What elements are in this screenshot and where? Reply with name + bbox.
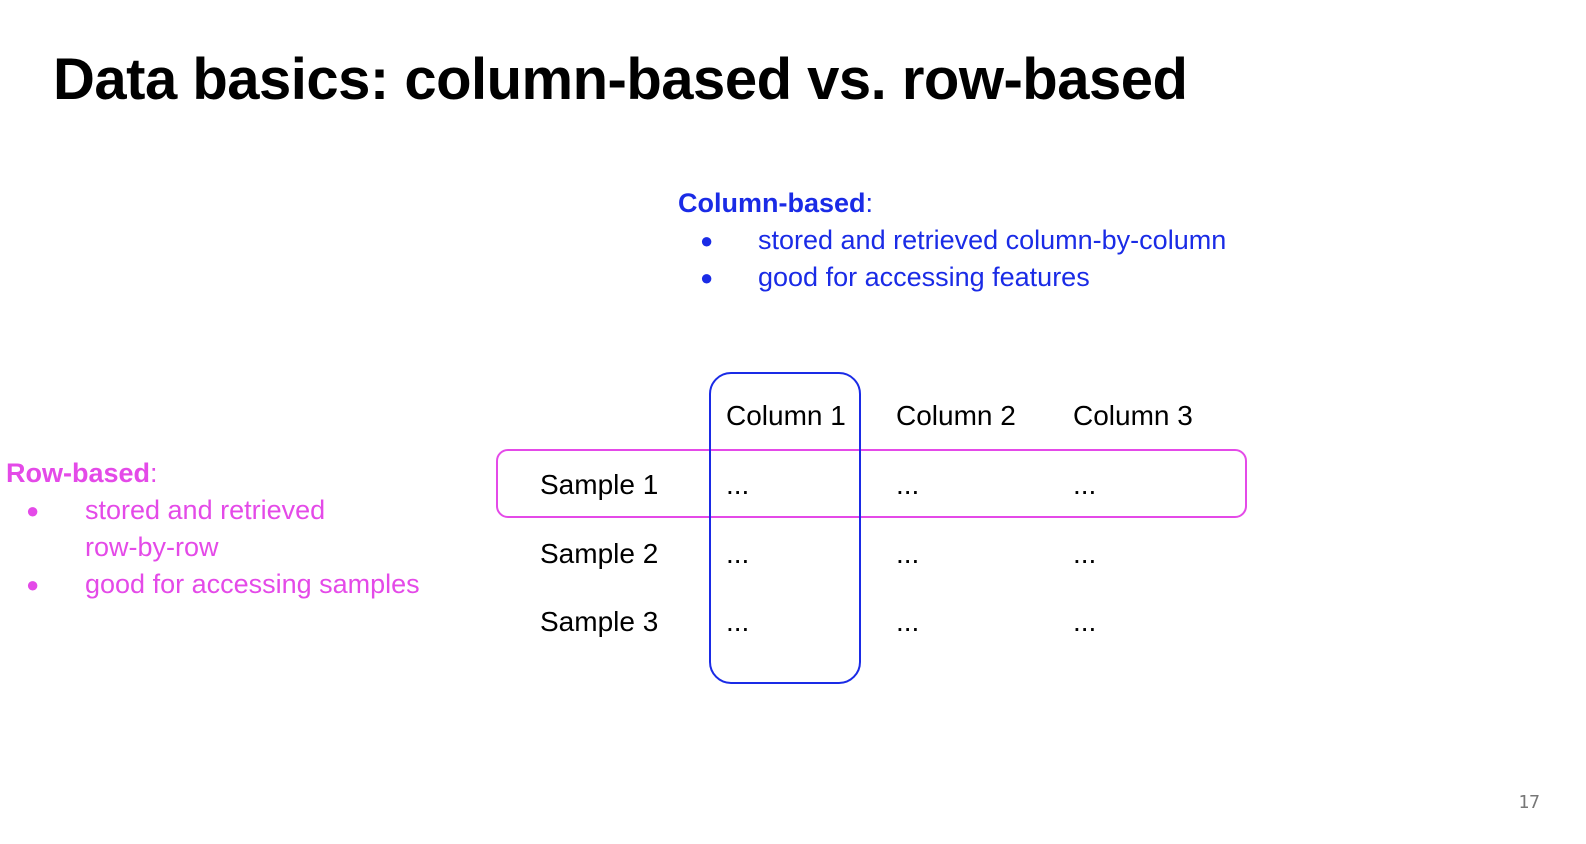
row-based-heading-colon: : (150, 458, 158, 488)
row-based-heading (6, 455, 420, 492)
table-cell: ... (726, 469, 750, 500)
page-number: 17 (1518, 792, 1540, 813)
slide-title: Data basics: column-based vs. row-based (53, 47, 1188, 112)
row-based-bullet-text-line-1: stored and retrieved (85, 495, 326, 525)
row-based-bullet-text-line-2: row-by-row (85, 532, 219, 562)
table-cell: ... (726, 538, 750, 569)
row-based-bullets (6, 492, 420, 603)
list-item (6, 492, 420, 566)
row-based-bullet-text: good for accessing samples (85, 569, 420, 599)
column-header-2: Column 2 (896, 400, 1016, 431)
table-cell: ... (896, 606, 920, 637)
table-cell: ... (896, 469, 920, 500)
column-based-bullet-text: stored and retrieved column-by-column (758, 225, 1227, 255)
row-based-heading-text: Row-based (6, 458, 151, 488)
row-label-2: Sample 2 (540, 538, 659, 569)
bullet-icon: ● (700, 228, 714, 253)
bullet-icon: ● (26, 498, 40, 523)
table-cell: ... (1073, 469, 1097, 500)
column-header-1: Column 1 (726, 400, 846, 431)
row-based-legend (6, 455, 420, 603)
list-item (678, 222, 1226, 259)
row-label-1: Sample 1 (540, 469, 659, 500)
column-based-legend (678, 185, 1226, 296)
column-header-3: Column 3 (1073, 400, 1193, 431)
column-based-bullet-text: good for accessing features (758, 262, 1090, 292)
table-cell: ... (1073, 606, 1097, 637)
table-cell: ... (896, 538, 920, 569)
bullet-icon: ● (700, 265, 714, 290)
column-based-heading-colon: : (865, 188, 874, 218)
column-based-heading (678, 185, 1226, 222)
bullet-icon: ● (26, 572, 40, 597)
column-based-bullets (678, 222, 1226, 296)
table-cell: ... (726, 606, 750, 637)
column-based-heading-text: Column-based (678, 188, 866, 218)
list-item (678, 259, 1226, 296)
list-item (6, 566, 420, 603)
row-label-3: Sample 3 (540, 606, 659, 637)
table-cell: ... (1073, 538, 1097, 569)
